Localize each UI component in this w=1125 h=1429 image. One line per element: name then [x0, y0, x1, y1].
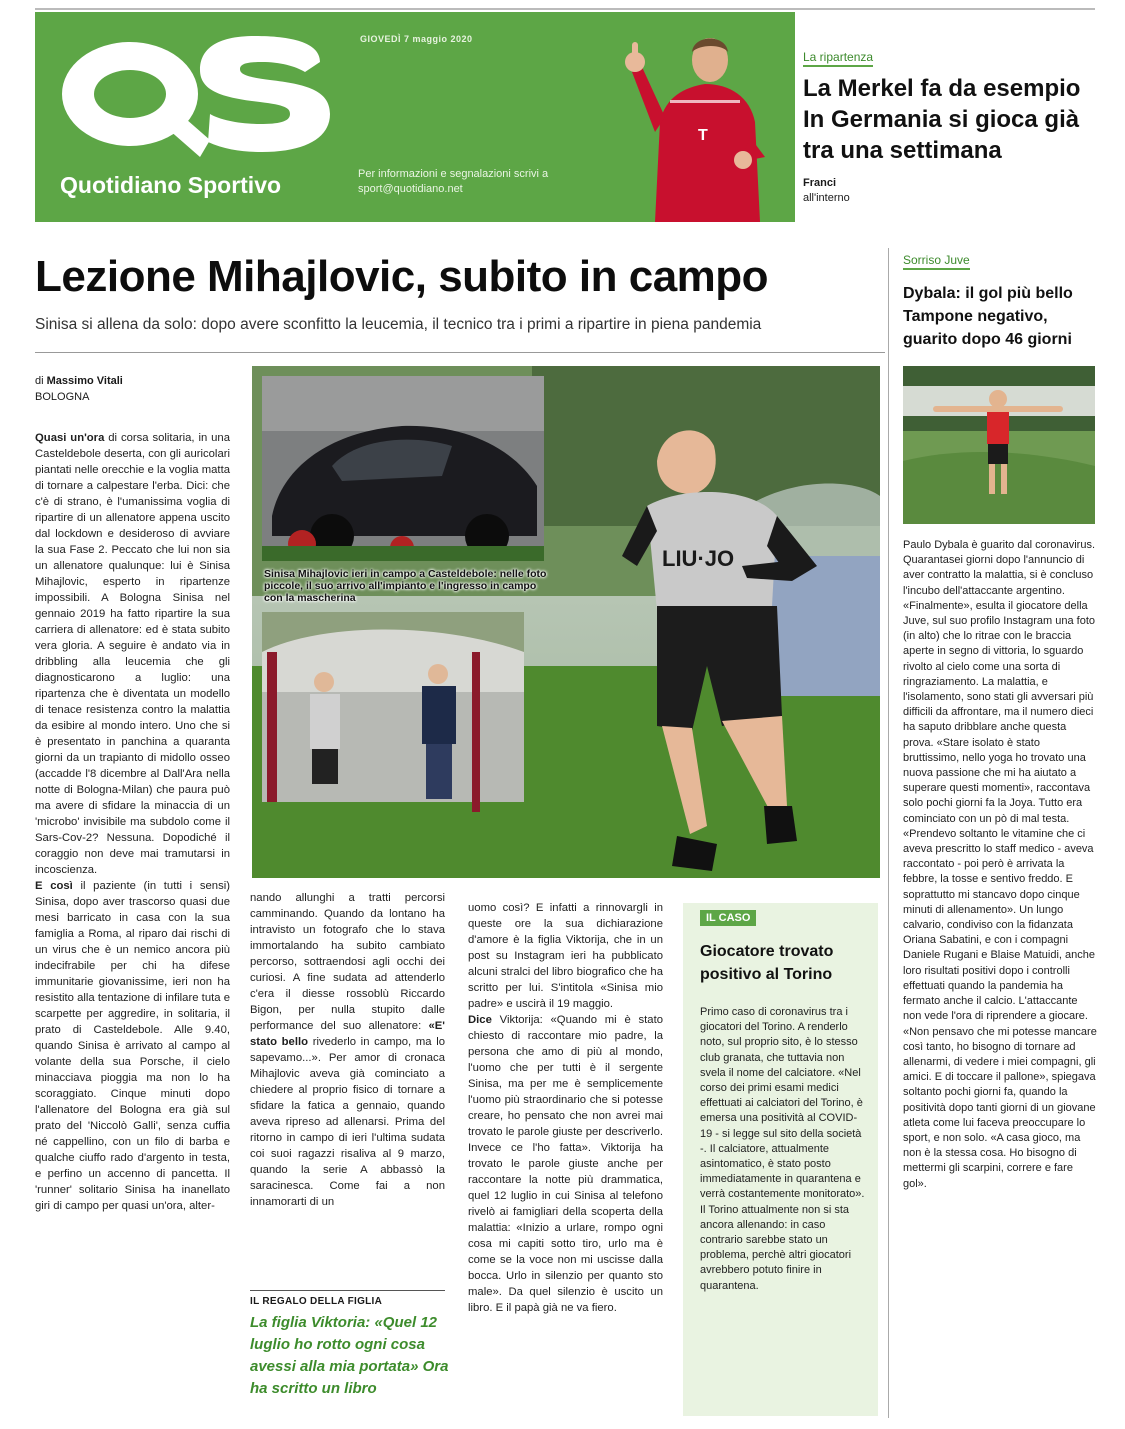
article-title: Lezione Mihajlovic, subito in campo: [35, 252, 769, 301]
caso-text: Primo caso di coronavirus tra i giocatori del Torino. A renderlo noto, sul proprio sito, è lo stesso club granata, che tuttavia non svela il nome del calciatore. «Nel corso dei primi esami medici effettuati ai calciatori del Torino, è emersa una positività al COVID-19 - si legge sul sito della società -. Il calciatore, attualmente asintomatico, è stato posto immediatamente in quarantena e verrà costantemente monitorato». Il Torino attualmente non si sta ancora allenando: in caso contrario sarebbe stato un problema, perchè altri giocatori avrebbero potuto finire in quarantena.: [700, 1006, 865, 1292]
byline-prefix: di: [35, 375, 44, 387]
top-kicker: La ripartenza: [803, 50, 873, 67]
photo-caption: Sinisa Mihajlovic ieri in campo a Casteldebole: nelle foto piccole, il suo arrivo all'impianto e l'ingresso in campo con la mascherina: [264, 568, 547, 604]
article-column-2: [250, 890, 446, 1208]
paragraph: Viktorija: «Quando mi è stato chiesto di raccontare mio padre, la persona che amo di più al mondo, l'uomo che per tutti è il sergente Sinisa, ma per me è semplicemente l'uomo più straordinario che si potesse creare, ho pensato che non avrei mai trovato le parole giuste per descriverlo. Invece ce l'ho fatta». Viktorija ha trovato le parole giuste anche per raccontare la notte più drammatica, quel 12 luglio in cui Sinisa al telefono rivelò ai famigliari della scoperta della malattia: «Inizio a urlare, rompo ogni cosa mi capiti sotto tiro, urlo ma è come se la voce non mi uscisse dalla bocca. Urlo in silenzio per quanto sto male». Da quel silenzio è uscito un libro. E il papà già ne va fiero.: [468, 1014, 663, 1314]
masked-arrival-photo: [262, 612, 524, 834]
top-author: Franci: [803, 177, 837, 189]
car-arrival-photo: [262, 376, 544, 561]
lead-in: E così: [35, 880, 73, 892]
regalo-kicker: IL REGALO DELLA FIGLIA: [250, 1296, 383, 1307]
paragraph: rivederlo in campo, ma lo sapevamo...». Per amor di cronaca Mihajlovic aveva già cominciato a chiedere al proprio fisico di tornare a sfidare la fatica a gennaio, quando aveva ripreso ad allenarsi. Prima del ritorno in campo di ieri l'ultima sudata coi suoi ragazzi risaliva al 9 marzo, quando la serie A abbassò la saracinesca. Come fai a non innamorarti di un: [250, 1036, 446, 1208]
juve-kicker: Sorriso Juve: [903, 253, 970, 270]
article-column-3: [468, 900, 663, 1415]
top-author-note: all'interno: [803, 192, 850, 204]
sidebar-rule: [250, 1290, 445, 1291]
top-rule: [35, 8, 1095, 10]
paragraph: uomo così? E infatti a rinnovargli in queste ore la sua dichiarazione d'amore è la figlia Viktorija, che in un post su Instagram ieri ha pubblicato alcuni stralci del libro biografico che ha scritto per lui. S'intitola «Sinisa mio padre» e uscirà il 19 maggio.: [468, 902, 663, 1010]
article-column-1: [35, 430, 230, 1415]
lead-in: Quasi un'ora: [35, 432, 105, 444]
lead-in: Dice: [468, 1014, 492, 1026]
svg-text:LIU·JO: LIU·JO: [662, 546, 735, 571]
juve-text: Paulo Dybala è guarito dal coronavirus. Quarantasei giorni dopo l'annuncio di aver contratto la malattia, si è concluso l'incubo dell'attaccante argentino. «Finalmente», esulta il giocatore della Juve, sul suo profilo Instagram una foto (in alto) che lo ritrae con le braccia aperte in segno di vittoria, lo sguardo rivolto al cielo come una sorta di ringraziamento. La malattia, e l'isolamento, sono stati gli avversari più difficili da affrontare, ma il numero dieci ha saputo dribblare anche questa prova. «Stare isolato è stato bruttissimo, nello yoga ho trovato una nuova passione che mi ha aiutato a superare questi momenti», raccontava solo pochi giorni fa la Joya. Tutto era cominciato con un pò di mal testa. «Prendevo soltanto le vitamine che ci aveva prescritto lo staff medico - aveva raccontato - poi però è arrivata la febbre, la tosse e sentivo freddo. E soprattutto mi stancavo dopo cinque minuti di allenamento». Un lungo calvario, condiviso con la fidanzata Oriana Sabatini, e con i compagni Daniele Rugani e Blaise Matuidi, anche loro risultati positivi dopo i controlli effettuati quando la pandemia ha fermato anche il calcio. L'attaccante non vede l'ora di riprendere a giocare. «Non pensavo che mi potesse mancare così tanto, ho bisogno di tornare ad allenarmi, di vedere i miei compagni, gli amici. E di toccare il pallone», spiegava soltanto pochi giorni fa, quando la positività dopo tanti giorni di un giovane atleta come lui faceva preoccupare lo sport, e non solo. «A casa gioco, ma non è la stessa cosa. Ho bisogno di mettermi gli scarpini, correre e fare gol».: [903, 539, 1097, 1190]
contact-info: Per informazioni e segnalazioni scrivi a sport@quotidiano.net: [358, 168, 549, 195]
title-rule: [35, 352, 885, 353]
byline-author: Massimo Vitali: [46, 375, 123, 387]
top-byline: [803, 176, 850, 206]
header-player-photo: [610, 12, 795, 222]
byline: [35, 373, 123, 405]
article-subtitle: Sinisa si allena da solo: dopo avere sconfitto la leucemia, il tecnico tra i primi a ripartire in piena pandemia: [35, 316, 762, 333]
juve-title: Dybala: il gol più bello Tampone negativo, guarito dopo 46 giorni: [903, 285, 1073, 348]
paragraph: di corsa solitaria, in una Casteldebole deserta, con gli auricolari piantati nelle orecchie e la voglia matta di tornare a calpestare l'erba. Dici: che c'è di strano, è l'umanissima voglia di ripartire di un allenatore appena uscito dal lockdown e desideroso di avviare la sua Fase 2. Peccato che lui non sia un allenatore qualunque: lui è Sinisa Mihajlovic, esperto in ripartenze impossibili. A Bologna Sinisa nel gennaio 2019 ha fatto ripartire la sua carriera di allenatore: ed è stata subito vera gloria. A seguire è andato via in dribbling alla leucemia che gli diagnosticarono a luglio: una ripartenza che è diventata un modello di tenace resistenza contro la malattia da esibire al mondo intero. Uno che si è presentato in panchina a quaranta giorni da un trapianto di midollo osseo (accadde l'8 dicembre al Dall'Ara nella notte di Bologna-Milan) che paura può ma avere di sfidare la minaccia di un 'microbo' invisibile ma subdolo come il Sars-Cov-2? Nessuna. Dopodiché il coraggio non deve mai tramutarsi in incoscienza.: [35, 432, 230, 876]
caso-tag: IL CASO: [700, 910, 756, 926]
paper-name: Quotidiano Sportivo: [60, 172, 282, 198]
byline-city: BOLOGNA: [35, 391, 90, 403]
dybala-photo: [903, 366, 1095, 524]
regalo-title: La figlia Viktoria: «Quel 12 luglio ho rotto ogni cosa avessi alla mia portata» Ora ha scritto un libro: [250, 1314, 449, 1397]
issue-date: GIOVEDÌ 7 maggio 2020: [360, 34, 473, 44]
column-divider: [888, 248, 889, 1418]
caso-title: Giocatore trovato positivo al Torino: [700, 943, 834, 983]
paragraph: nando allunghi a tratti percorsi camminando. Quando da lontano ha intravisto un fotografo che lo stava immortalando ha subito cambiato percorso, sottraendosi agli occhi dei curiosi. A fine sudata ad attenderlo c'era il diesse rossoblù Riccardo Bigon, per nulla stupito dalle performance del suo allenatore:: [250, 892, 445, 1032]
qs-logo: [50, 22, 340, 172]
quote-lead: «E' stato bello: [250, 1020, 445, 1048]
top-headline[interactable]: La Merkel fa da esempio In Germania si gioca già tra una settimana: [803, 75, 1081, 164]
paragraph: il paziente (in tutti i sensi) Sinisa, dopo aver trascorso quasi due mesi barricato in casa con la sua famiglia a Roma, al riparo dai rischi di un virus che è un nemico ancora più indecifrabile per chi ha difese immunitarie giovanissime, ieri non ha resistito alla tentazione di infilare tuta e scarpette per aggredire, in solitaria, il prato di Casteldebole. Alle 9.40, quando Sinisa è arrivato al campo al volante della sua Porsche, il cielo minacciava pioggia ma non lo ha scoraggiato. Cinque minuti dopo l'allenatore del Bologna era già sul prato del 'Niccolò Galli', senza cuffia né cappellino, con un filo di barba e qualche ciuffo rado d'argento in testa, e perfino un accenno di pancetta. Il 'runner' solitario Sinisa ha inanellato giri di campo per quasi un'ora, alter-: [35, 880, 230, 1212]
svg-text:T: T: [698, 127, 708, 144]
